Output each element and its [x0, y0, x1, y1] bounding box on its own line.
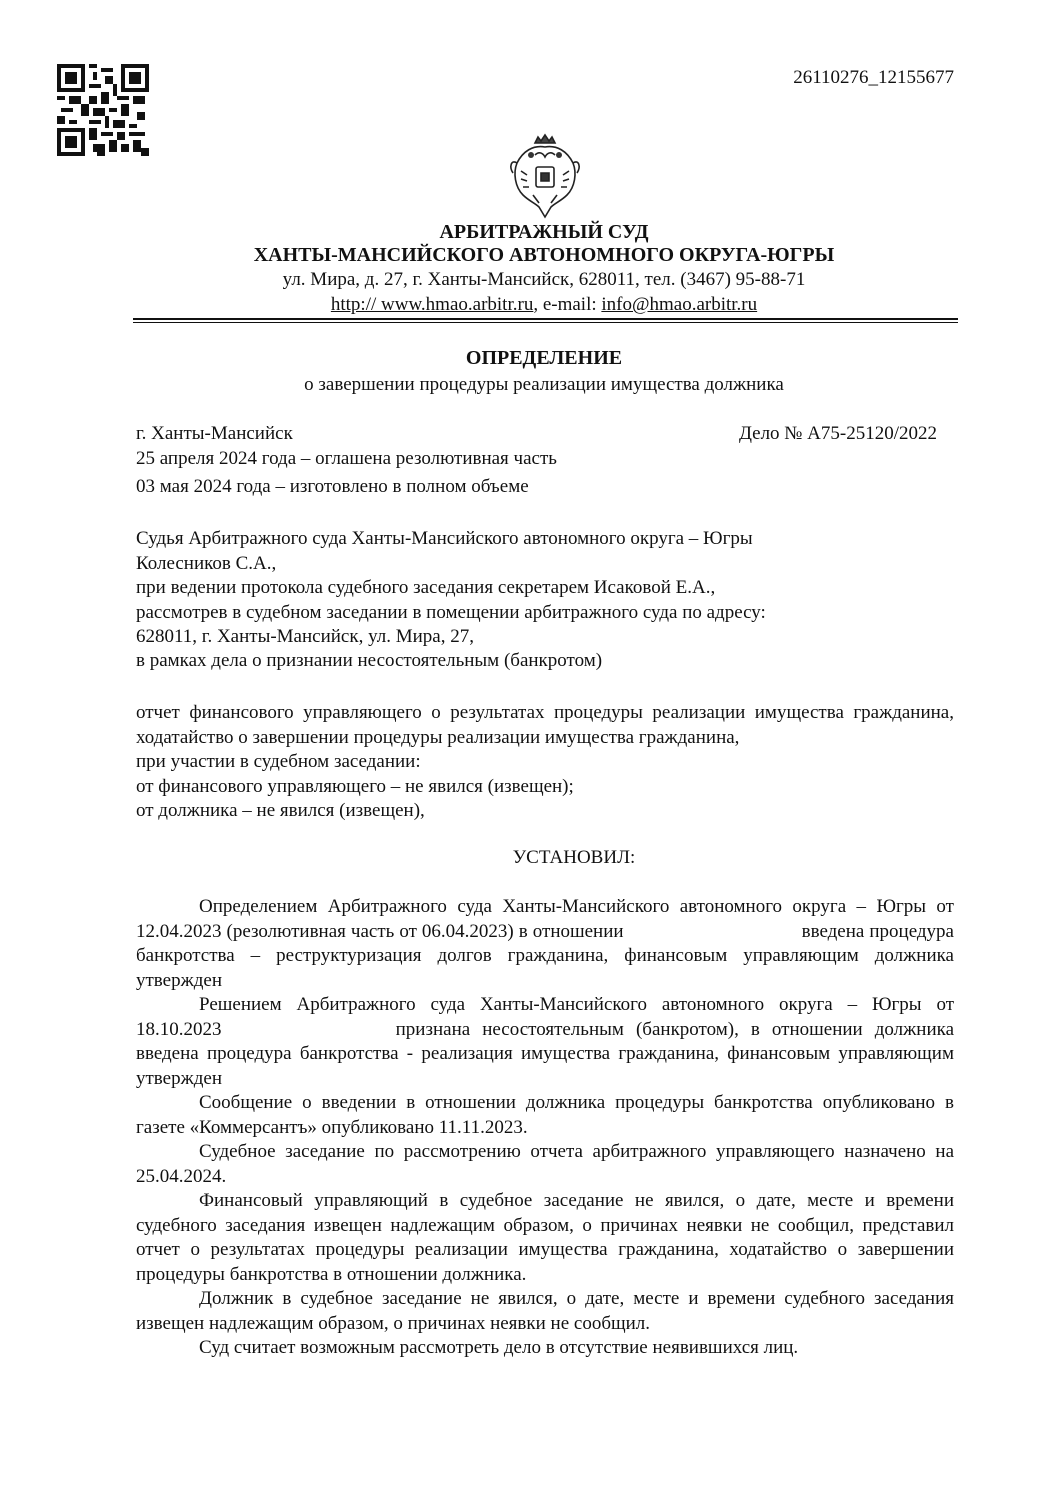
website-link[interactable]: http:// www.hmao.arbitr.ru: [330, 294, 534, 315]
header-rule-thin: [133, 322, 958, 323]
email-link[interactable]: info@hmao.arbitr.ru: [601, 294, 758, 315]
intro-line: в рамках дела о признании несостоятельным (банкротом): [136, 650, 603, 671]
paragraph-2: [136, 993, 954, 1091]
paragraph-1b: введена процедура банкротства – реструктуризация долгов гражданина, финансовым управляющим должника утвержден: [136, 920, 954, 991]
case-number: Дело № А75-25120/2022: [738, 423, 937, 444]
city: г. Ханты-Мансийск: [136, 423, 293, 444]
paragraph-1: [136, 895, 954, 993]
date-full: 03 мая 2024 года – изготовлено в полном объеме: [136, 476, 529, 497]
intro-line: рассмотрев в судебном заседании в помещении арбитражного суда по адресу:: [136, 602, 766, 623]
paragraph-2a: Решением Арбитражного суда Ханты-Мансийского автономного округа – Югры от 18.10.2023: [136, 994, 954, 1040]
date-resolution: 25 апреля 2024 года – оглашена резолютивная часть: [136, 448, 557, 469]
document-id: 26110276_12155677: [793, 67, 954, 88]
court-name-line-1: АРБИТРАЖНЫЙ СУД: [439, 221, 649, 243]
paragraph-7: Суд считает возможным рассмотреть дело в отсутствие неявившихся лиц.: [199, 1337, 799, 1358]
consider-block: [136, 701, 954, 824]
coat-of-arms-icon: [505, 133, 585, 221]
paragraph-4: Судебное заседание по рассмотрению отчета арбитражного управляющего назначено на 25.04.2024.: [136, 1141, 954, 1187]
established-heading: УСТАНОВИЛ:: [512, 847, 636, 868]
paragraph-5: Финансовый управляющий в судебное заседание не явился, о дате, месте и времени судебного заседания извещен надлежащим образом, о причинах неявки не сообщил, представил отчет о результатах процедуры реализации имущества гражданина, ходатайство о завершении процедуры банкротства в отношении должника.: [136, 1190, 954, 1285]
intro-line: Судья Арбитражного суда Ханты-Мансийского автономного округа – Югры: [136, 528, 753, 549]
email-label: , e-mail:: [533, 294, 602, 315]
court-address: ул. Мира, д. 27, г. Ханты-Мансийск, 628011, тел. (3467) 95-88-71: [282, 269, 806, 290]
consider-line: от должника – не явился (извещен),: [136, 800, 425, 821]
consider-paragraph: отчет финансового управляющего о результатах процедуры реализации имущества гражданина, ходатайство о завершении процедуры реализации имущества гражданина,: [136, 702, 954, 748]
paragraph-3: Сообщение о введении в отношении должника процедуры банкротства опубликовано в газете «Коммерсантъ» опубликовано 11.11.2023.: [136, 1092, 954, 1138]
consider-line: от финансового управляющего – не явился (извещен);: [136, 775, 574, 797]
document-title: ОПРЕДЕЛЕНИЕ: [465, 347, 623, 369]
paragraph-1a: Определением Арбитражного суда Ханты-Мансийского автономного округа – Югры от 12.04.2023 (резолютивная часть от 06.04.2023) в отношении: [136, 896, 954, 942]
established-block: [136, 895, 954, 1361]
consider-line: при участии в судебном заседании:: [136, 751, 421, 772]
qr-code-icon: [57, 64, 149, 156]
intro-line: 628011, г. Ханты-Мансийск, ул. Мира, 27,: [136, 626, 474, 647]
court-contacts: [0, 294, 1058, 316]
court-name-line-2: ХАНТЫ-МАНСИЙСКОГО АВТОНОМНОГО ОКРУГА-ЮГРЫ: [253, 244, 835, 266]
paragraph-2b: признана несостоятельным (банкротом), в отношении должника введена процедура банкротства - реализация имущества гражданина, финансовым управляющим утвержден: [136, 1018, 955, 1089]
paragraph-6: Должник в судебное заседание не явился, о дате, месте и времени судебного заседания извещен надлежащим образом, о причинах неявки не сообщил.: [136, 1288, 954, 1334]
intro-line: Колесников С.А.,: [136, 553, 277, 574]
document-subtitle: о завершении процедуры реализации имущества должника: [304, 374, 784, 395]
intro-line: при ведении протокола судебного заседания секретарем Исаковой Е.А.,: [136, 577, 716, 598]
header-rule-thick: [133, 318, 958, 320]
